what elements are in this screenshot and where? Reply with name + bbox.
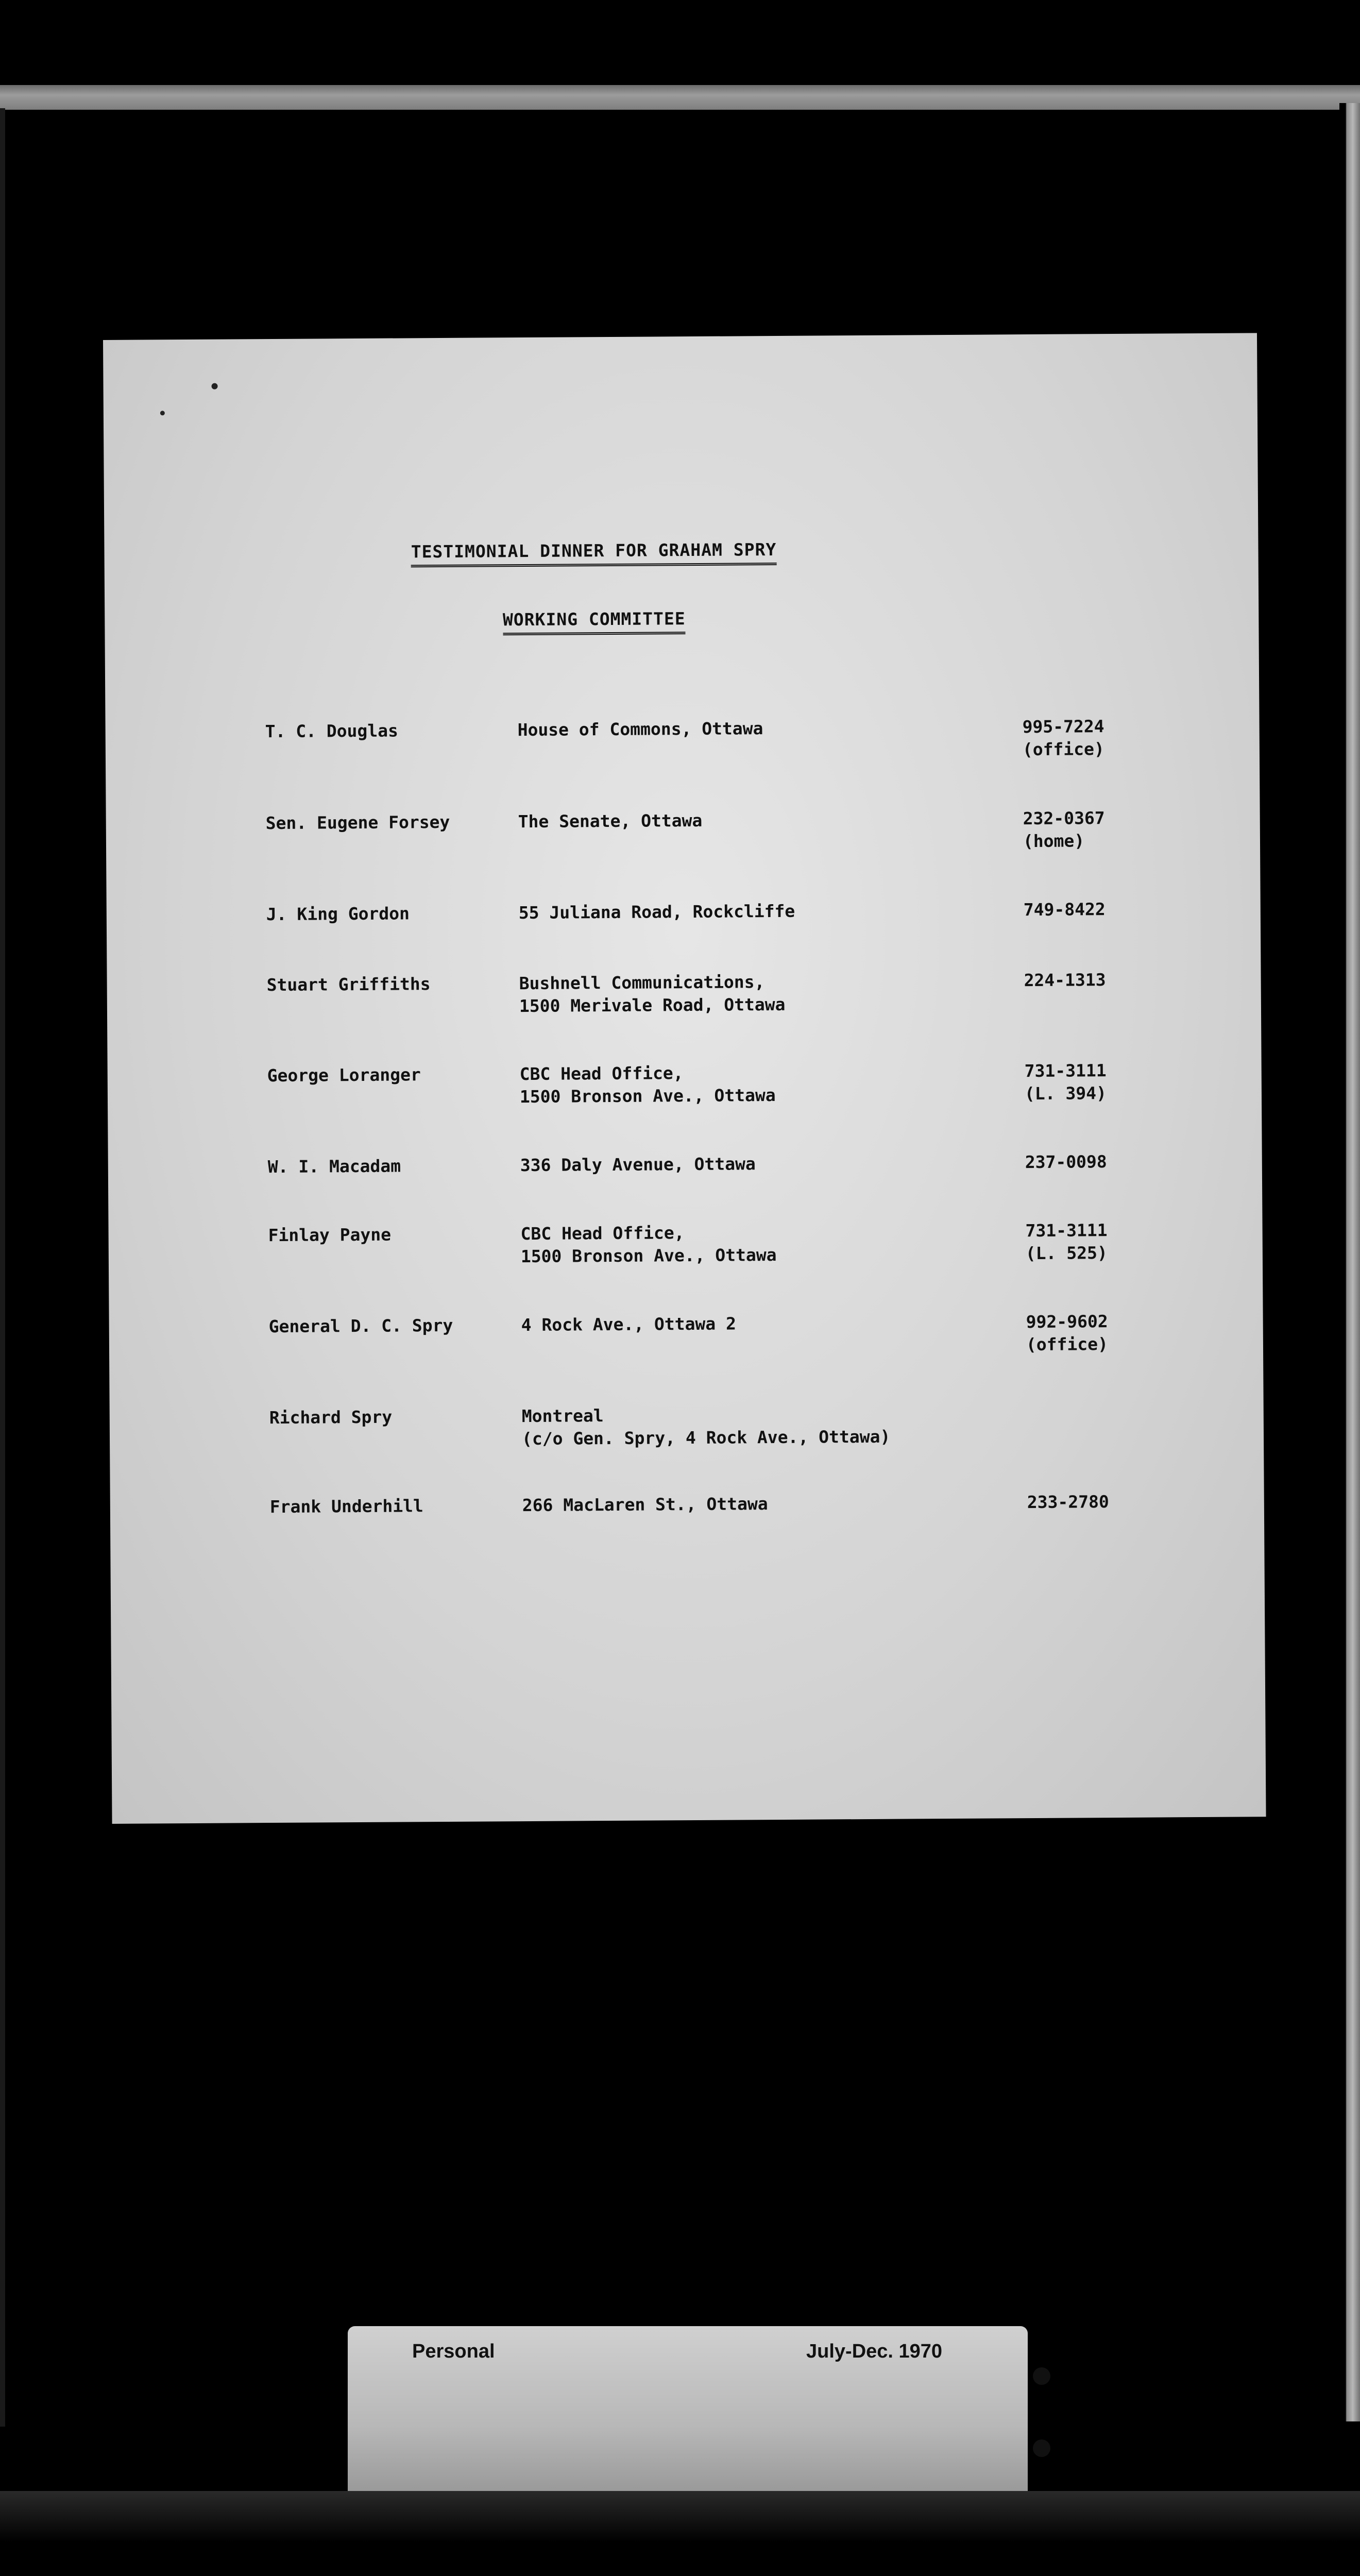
ink-speck	[160, 411, 165, 415]
member-address: Montreal (c/o Gen. Spry, 4 Rock Ave., Ottawa)	[521, 1405, 891, 1449]
member-address: 336 Daly Avenue, Ottawa	[520, 1154, 756, 1176]
document-subtitle: WORKING COMMITTEE	[105, 606, 1083, 638]
member-address: 4 Rock Ave., Ottawa 2	[521, 1313, 737, 1335]
member-name: Richard Spry	[269, 1406, 393, 1428]
member-address: CBC Head Office, 1500 Bronson Ave., Ottawa	[520, 1223, 777, 1267]
member-phone: 232-0367 (home)	[1023, 808, 1105, 852]
committee-entry	[110, 1400, 1264, 1449]
member-address: 266 MacLaren St., Ottawa	[522, 1494, 768, 1516]
member-name: Sen. Eugene Forsey	[265, 811, 450, 834]
committee-entry	[110, 1489, 1264, 1517]
member-address: Bushnell Communications, 1500 Merivale Road, Ottawa	[519, 972, 786, 1016]
committee-entry	[106, 806, 1260, 852]
folder-tab	[348, 2326, 1028, 2491]
member-phone: 224-1313	[1024, 970, 1106, 991]
film-top-band	[0, 85, 1360, 110]
member-name: Frank Underhill	[269, 1496, 423, 1517]
film-top-strip	[0, 0, 1360, 111]
member-phone: 731-3111 (L. 525)	[1025, 1220, 1108, 1264]
member-name: Stuart Griffiths	[266, 974, 431, 995]
member-name: J. King Gordon	[266, 903, 410, 925]
member-name: T. C. Douglas	[265, 720, 399, 742]
member-name: Finlay Payne	[268, 1224, 392, 1246]
document-page	[103, 333, 1266, 1824]
member-name: W. I. Macadam	[267, 1156, 401, 1177]
folder-punch-hole	[1033, 2439, 1050, 2457]
member-address: House of Commons, Ottawa	[517, 718, 763, 740]
member-phone: 749-8422	[1023, 899, 1106, 920]
committee-entry	[108, 1058, 1262, 1107]
member-phone	[1027, 1401, 1197, 1402]
committee-entry	[107, 968, 1261, 1016]
member-phone: 992-9602 (office)	[1026, 1311, 1109, 1355]
document-title: TESTIMONIAL DINNER FOR GRAHAM SPRY	[104, 537, 1083, 569]
member-phone: 995-7224 (office)	[1022, 716, 1104, 760]
film-right-strip	[1339, 103, 1360, 2421]
member-address: 55 Juliana Road, Rockcliffe	[518, 901, 795, 923]
film-left-strip	[0, 108, 5, 2427]
member-phone: 237-0098	[1025, 1151, 1107, 1173]
committee-entry	[108, 1218, 1262, 1267]
member-address: CBC Head Office, 1500 Bronson Ave., Ottawa	[519, 1063, 776, 1107]
folder-tab-label-right: July-Dec. 1970	[806, 2341, 943, 2362]
ink-speck	[212, 383, 218, 389]
committee-entry	[109, 1309, 1263, 1355]
folder-tab-label-left: Personal	[412, 2341, 495, 2362]
folder-punch-hole	[1033, 2367, 1050, 2385]
committee-entry	[106, 714, 1260, 760]
film-bottom-strip	[0, 2491, 1360, 2543]
member-name: General D. C. Spry	[268, 1315, 453, 1337]
member-name: George Loranger	[267, 1064, 421, 1086]
committee-entry	[108, 1149, 1262, 1177]
committee-entry	[107, 897, 1261, 925]
member-phone: 233-2780	[1027, 1492, 1109, 1513]
member-phone: 731-3111 (L. 394)	[1024, 1060, 1107, 1104]
member-address: The Senate, Ottawa	[518, 810, 703, 832]
